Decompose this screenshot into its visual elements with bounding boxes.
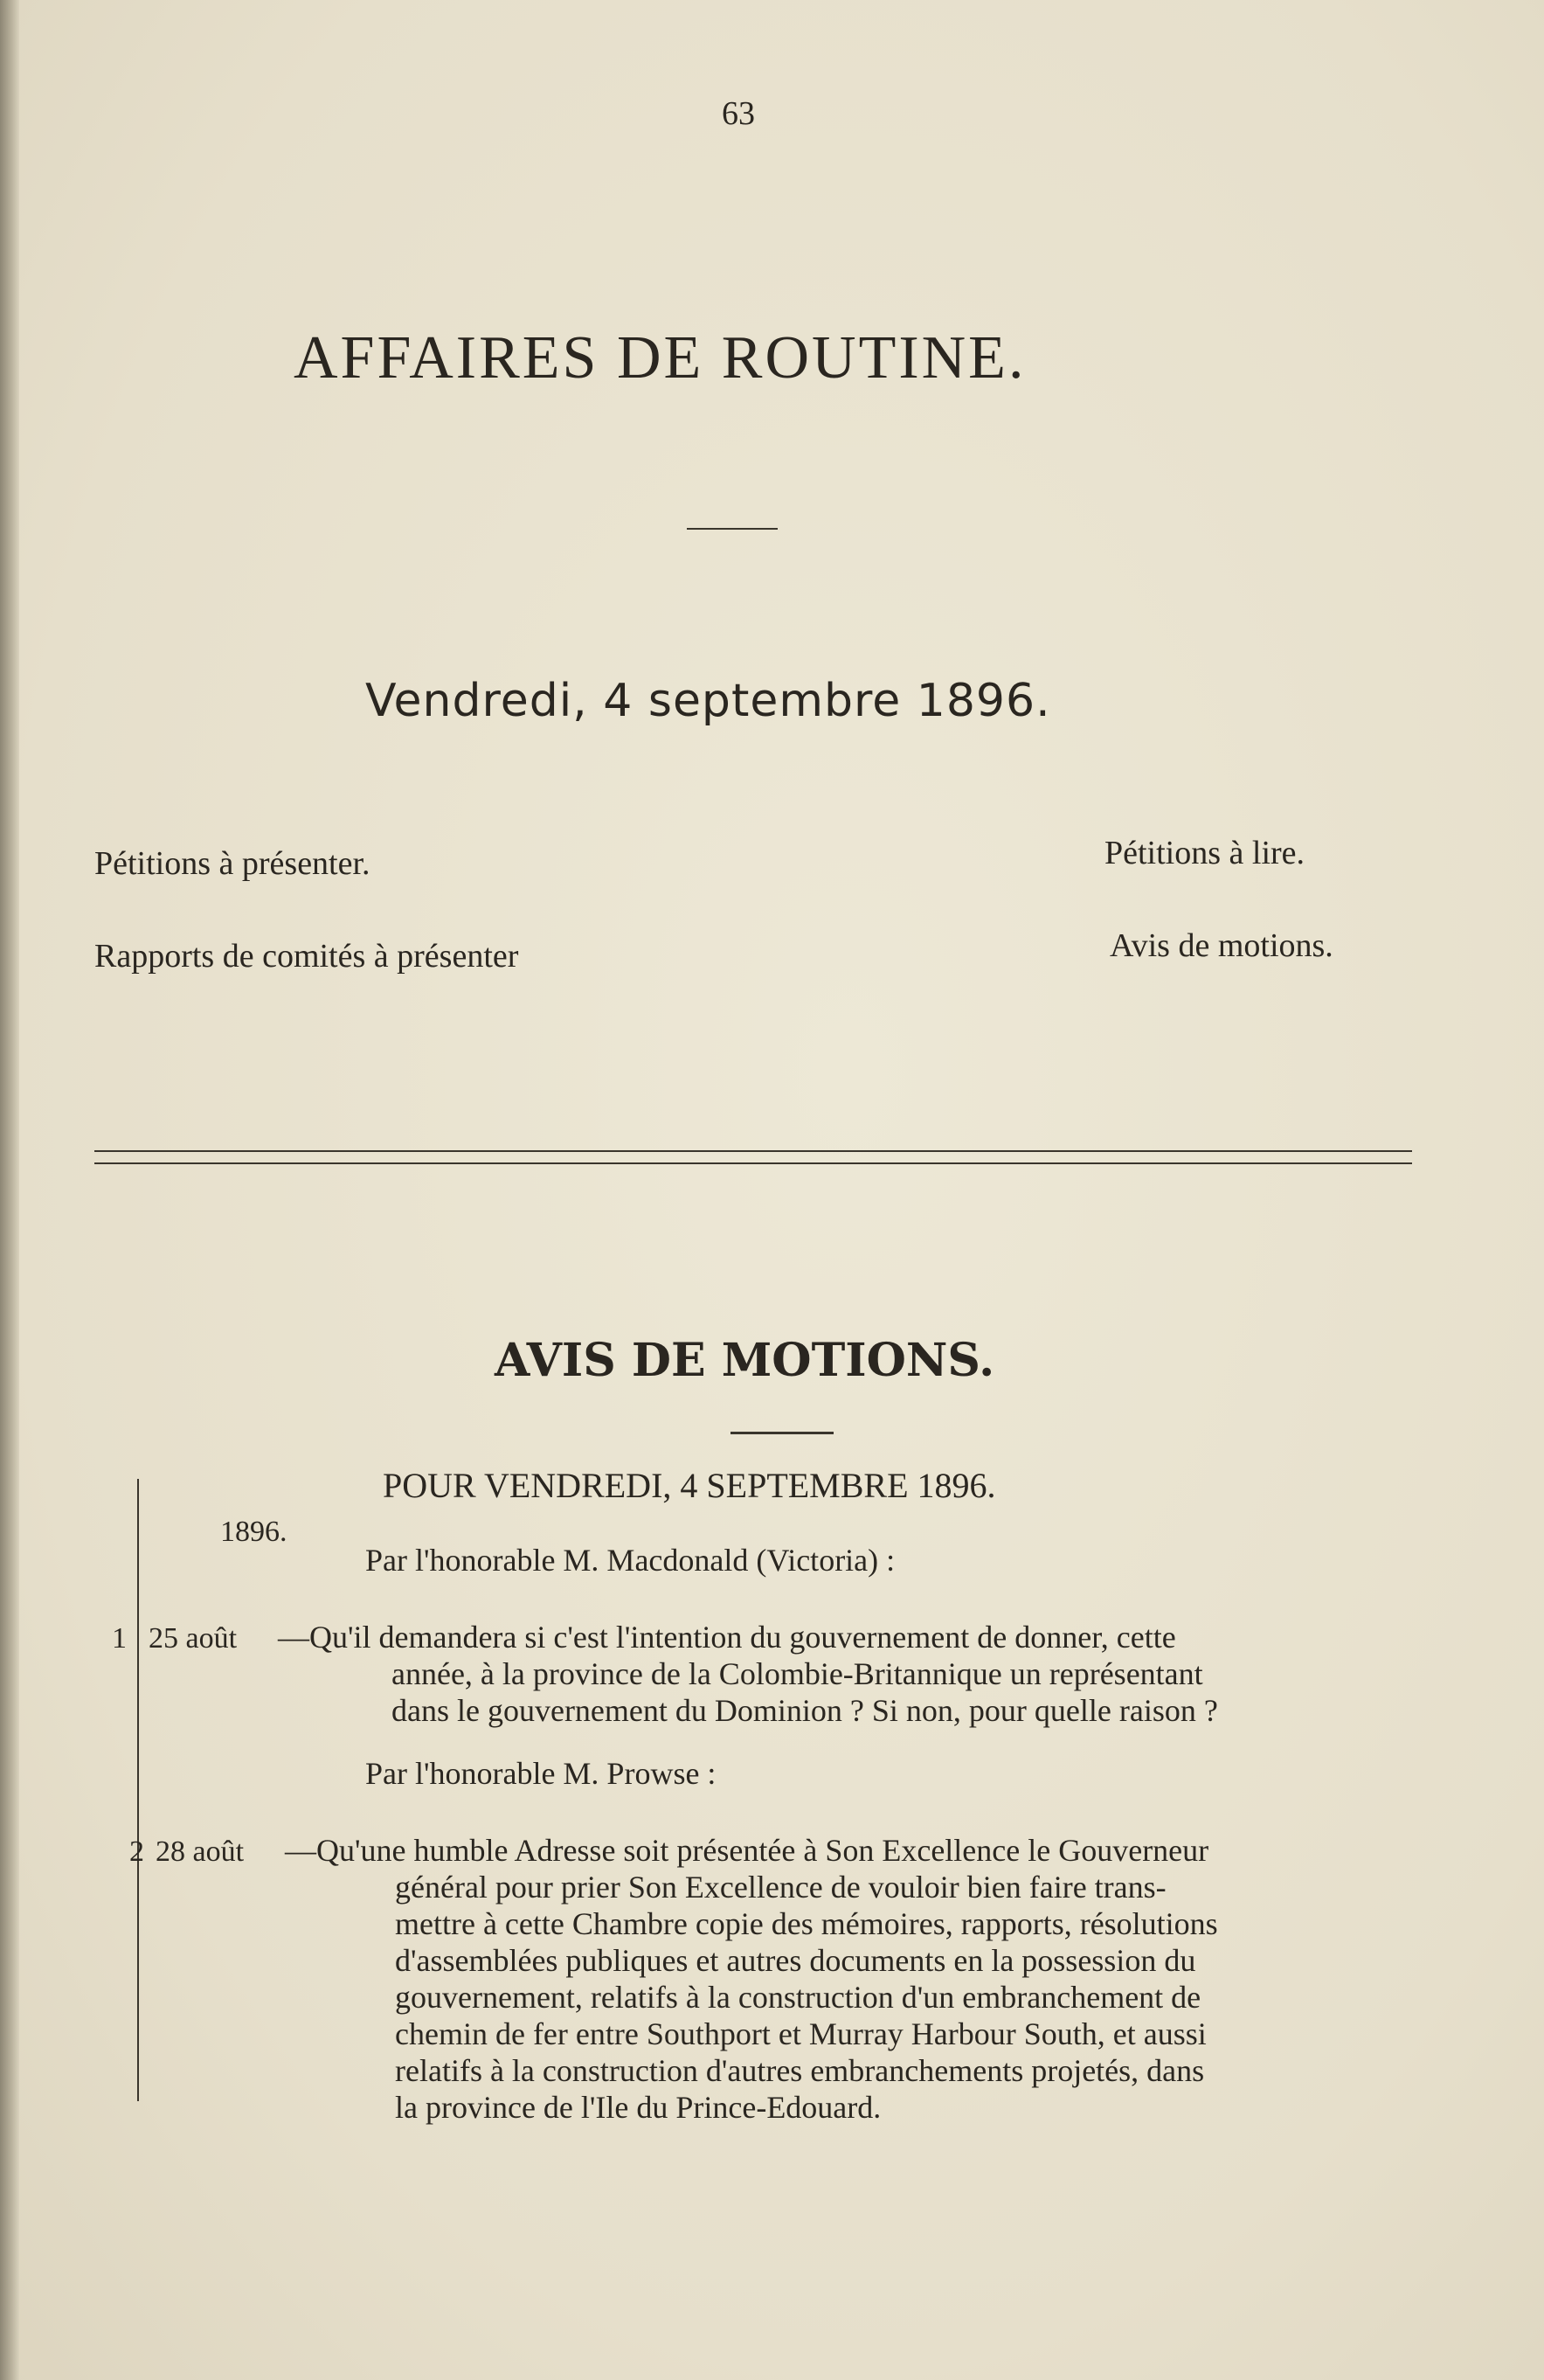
motions-year: 1896. bbox=[220, 1516, 287, 1548]
page-number: 63 bbox=[722, 95, 755, 132]
motion-1-text-line: —Qu'il demandera si c'est l'intention du gouvernement de donner, cette bbox=[278, 1620, 1176, 1655]
motions-heading-divider bbox=[730, 1432, 834, 1434]
motion-2-mover: Par l'honorable M. Prowse : bbox=[365, 1756, 717, 1791]
sitting-date: Vendredi, 4 septembre 1896. bbox=[365, 675, 1051, 727]
routine-item-petitions-present: Pétitions à présenter. bbox=[94, 845, 370, 882]
motion-2-text-line: la province de l'Ile du Prince-Edouard. bbox=[395, 2090, 882, 2125]
margin-rule bbox=[137, 1479, 139, 2101]
routine-item-committee-reports: Rapports de comités à présenter bbox=[94, 938, 519, 975]
motion-1-date: 25 août bbox=[149, 1622, 238, 1655]
routine-item-notices-of-motion: Avis de motions. bbox=[1110, 927, 1333, 964]
motion-2-number: 2 bbox=[129, 1835, 144, 1868]
motion-2-text-line: —Qu'une humble Adresse soit présentée à Son Excellence le Gouverneur bbox=[285, 1833, 1209, 1868]
section-separator-bottom bbox=[94, 1162, 1412, 1164]
motion-1-mover: Par l'honorable M. Macdonald (Victoria) : bbox=[365, 1543, 896, 1578]
motion-1-number: 1 bbox=[112, 1622, 127, 1655]
motion-2-text-line: d'assemblées publiques et autres documents en la possession du bbox=[395, 1943, 1196, 1978]
section-separator-top bbox=[94, 1150, 1412, 1152]
motion-1-text-line: dans le gouvernement du Dominion ? Si non, pour quelle raison ? bbox=[391, 1693, 1218, 1728]
routine-item-petitions-read: Pétitions à lire. bbox=[1104, 835, 1305, 871]
motions-heading: AVIS DE MOTIONS. bbox=[495, 1334, 995, 1387]
motions-day-heading: POUR VENDREDI, 4 SEPTEMBRE 1896. bbox=[383, 1466, 996, 1505]
page-title: AFFAIRES DE ROUTINE. bbox=[294, 324, 1027, 392]
page-binding-edge bbox=[0, 0, 19, 2380]
motion-1-text-line: année, à la province de la Colombie-Britannique un représentant bbox=[391, 1656, 1203, 1691]
motion-2-text-line: chemin de fer entre Southport et Murray Harbour South, et aussi bbox=[395, 2016, 1207, 2051]
motion-2-text-line: relatifs à la construction d'autres embranchements projetés, dans bbox=[395, 2053, 1205, 2088]
motion-2-date: 28 août bbox=[156, 1835, 245, 1868]
title-divider bbox=[687, 528, 778, 530]
motion-2-text-line: mettre à cette Chambre copie des mémoires, rapports, résolutions bbox=[395, 1906, 1218, 1941]
motion-2-text-line: général pour prier Son Excellence de vouloir bien faire trans- bbox=[395, 1870, 1167, 1905]
motion-2-text-line: gouvernement, relatifs à la construction d'un embranchement de bbox=[395, 1980, 1201, 2015]
